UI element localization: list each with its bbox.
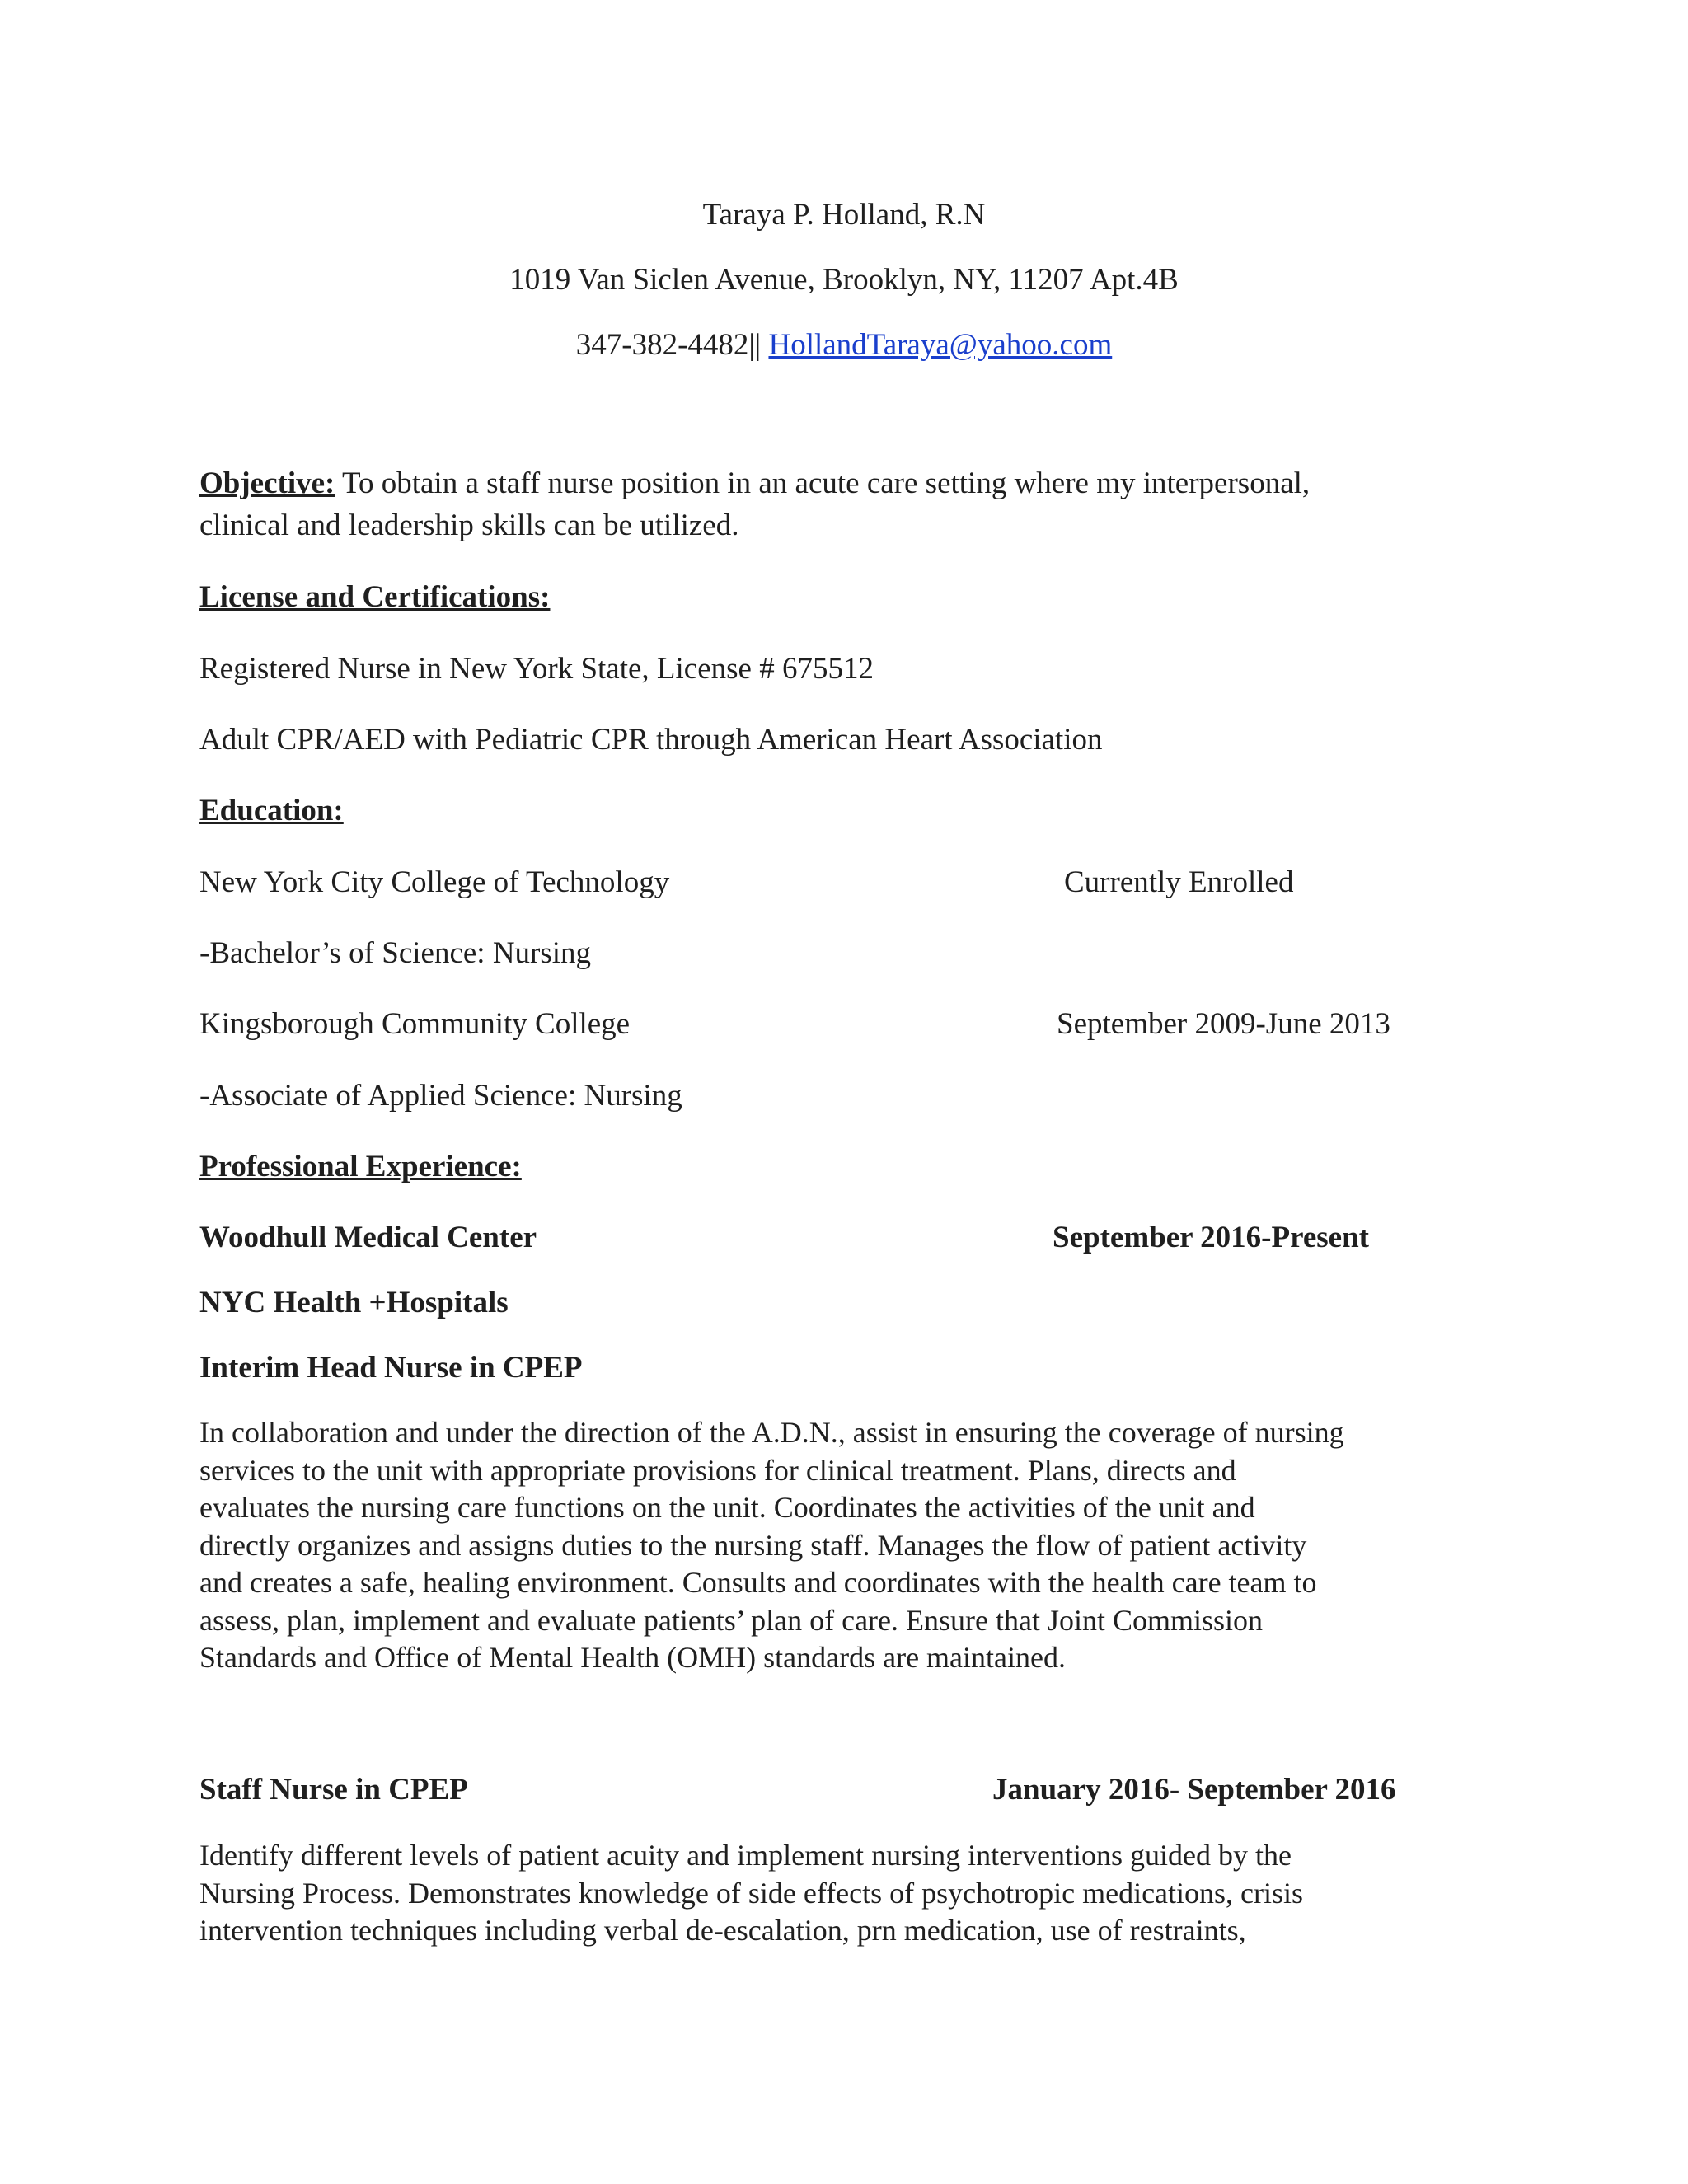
email-link[interactable]: HollandTaraya@yahoo.com	[768, 328, 1113, 362]
role-title: Interim Head Nurse in CPEP	[199, 1351, 583, 1385]
education-school: Kingsborough Community College	[199, 1007, 631, 1041]
role-description: Identify different levels of patient acuity and implement nursing interventions guided by the Nursing Process. Demonstrates knowledge of side effects of psychotropic medications, crisis intervention techniques including verbal de-escalation, prn medication, use of restraints,	[199, 1839, 1304, 1947]
candidate-name: Taraya P. Holland, R.N	[702, 198, 986, 232]
education-degree: -Bachelor’s of Science: Nursing	[199, 936, 592, 970]
license-item: Adult CPR/AED with Pediatric CPR through American Heart Association	[199, 723, 1103, 757]
objective-text: To obtain a staff nurse position in an acute care setting where my interpersonal,	[335, 466, 1311, 500]
experience-heading: Professional Experience:	[199, 1150, 522, 1183]
objective-line-1	[199, 465, 1310, 503]
objective-line-2: clinical and leadership skills can be utilized.	[199, 509, 739, 542]
education-school: New York City College of Technology	[199, 865, 670, 899]
education-dates: Currently Enrolled	[1064, 865, 1294, 899]
objective-heading: Objective:	[199, 466, 335, 500]
contact-line	[0, 326, 1688, 364]
employer-dates: September 2016-Present	[1053, 1221, 1369, 1254]
license-item: Registered Nurse in New York State, License # 675512	[199, 652, 874, 686]
organization-name: NYC Health +Hospitals	[199, 1286, 509, 1319]
role-description: In collaboration and under the direction of the A.D.N., assist in ensuring the coverage of nursing services to the unit with appropriate provisions for clinical treatment. Plans, directs and evaluates the nursing care functions on the unit. Coordinates the activities of the unit and directly organizes and assigns duties to the nursing staff. Manages the flow of patient activity and creates a safe, healing environment. Consults and coordinates with the health care team to assess, plan, implement and evaluate patients’ plan of care. Ensure that Joint Commission Standards and Office of Mental Health (OMH) standards are maintained.	[199, 1416, 1344, 1674]
education-dates: September 2009-June 2013	[1057, 1007, 1390, 1041]
role-title: Staff Nurse in CPEP	[199, 1773, 468, 1807]
role-dates: January 2016- September 2016	[992, 1773, 1396, 1807]
address: 1019 Van Siclen Avenue, Brooklyn, NY, 11207 Apt.4B	[509, 263, 1179, 297]
employer-name: Woodhull Medical Center	[199, 1221, 537, 1254]
license-heading: License and Certifications:	[199, 580, 551, 614]
phone: 347-382-4482||	[575, 328, 762, 362]
education-heading: Education:	[199, 794, 344, 827]
education-degree: -Associate of Applied Science: Nursing	[199, 1079, 682, 1113]
